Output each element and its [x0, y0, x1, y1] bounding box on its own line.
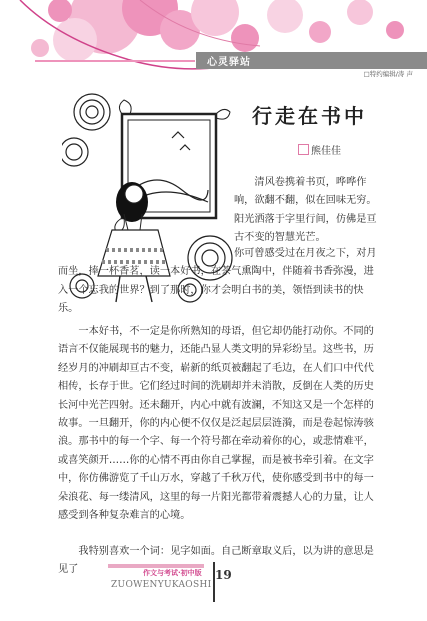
author-name: 熊佳佳: [311, 146, 341, 157]
section-title: 心灵驿站: [207, 57, 251, 68]
paragraph-1: 清风卷携着书页，哗哗作响，欲翻不翻，似在回味无穷。阳光洒落于字里行间，仿佛是亘古不变的智慧光芒。: [234, 177, 377, 244]
article-author-line: [298, 142, 341, 157]
paragraph-2-rest: 在茶气熏陶中，伴随着书香弥漫，进入一个忘我的世界？到了那时，你才会明白书的美，领悟到读书的快乐。: [58, 266, 374, 315]
paragraph-2: [58, 245, 379, 319]
magazine-name: 作文与考试·初中版: [143, 569, 202, 577]
editor-credit: □特约编辑/涛 声: [363, 70, 413, 78]
paragraph-4: 我特别喜欢一个词：见字如面。自己断章取义后，以为讲的意思是见了: [58, 546, 374, 576]
article-title: 行走在书中: [252, 104, 367, 128]
pen-icon: [298, 144, 309, 155]
paragraph-3: 一本好书，不一定是你所熟知的母语，但它却仍能打动你。不同的语言不仅能展现书的魅力，还能凸显人类文明的异彩纷呈。这些书，历经岁月的冲刷却亘古不变，崭新的纸页被翻起了毛边，在人们口中代代相传，长存于世。它们经过时间的洗刷却并未消散，反倒在人类的历史长河中光芒四射。还未翻开，内心中就有波澜，不知这又是一个怎样的故事。一旦翻开，你的内心便不仅仅是泛起层层涟漪，而是卷起惊涛骇浪。那书中的每一个字、每一个符号都在牵动着你的心，或悲情难平，或喜笑颜开……你的心情不再由你自己掌握，而是被书牵引着。在文字中，你仿佛游览了千山万水，穿越了千秋万代，使你感受到书中的每一朵浪花、每一缕清风，这里的每一片阳光都带着震撼人心的力量，让人感受到各种复杂难言的心境。: [58, 326, 374, 522]
magazine-latin-name: ZUOWENYUKAOSHI: [111, 580, 212, 590]
page-number: 19: [215, 568, 232, 582]
paragraph-2-first-line: 你可曾感受过在月夜之下，对月而坐，捧一杯香茗，读一本好书，: [58, 248, 377, 278]
